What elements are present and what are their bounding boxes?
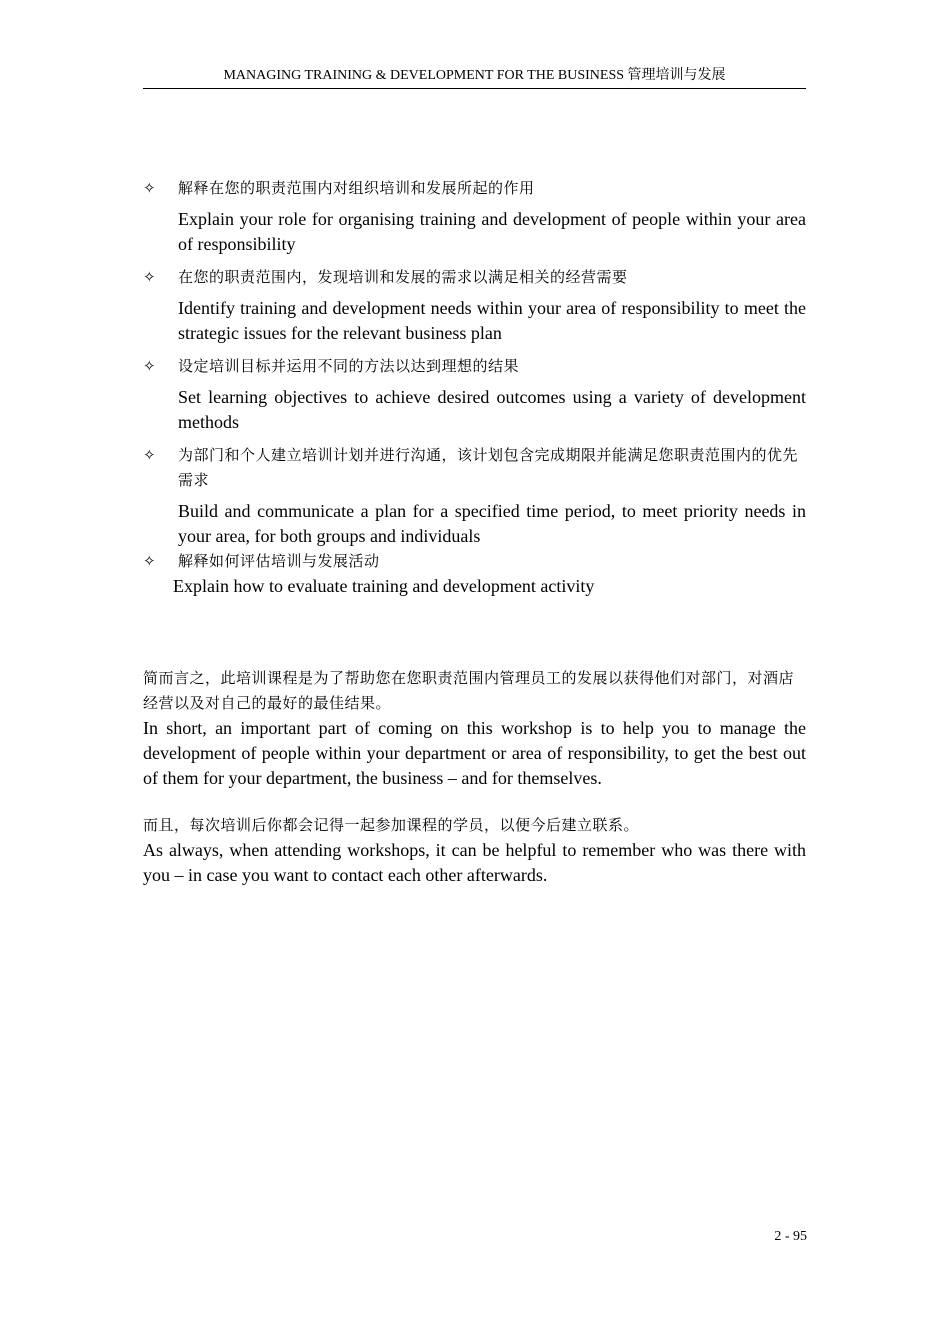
objective-item: [143, 549, 806, 599]
page-number: 2 - 95: [774, 1229, 807, 1244]
objective-en: Explain your role for organising training and development of people within your area of responsibility: [178, 209, 806, 254]
diamond-bullet-icon: ✧: [143, 268, 156, 286]
objective-zh: 为部门和个人建立培训计划并进行沟通，该计划包含完成期限并能满足您职责范围内的优先需求: [178, 446, 799, 489]
objective-item: [143, 176, 806, 257]
summary-zh: 简而言之，此培训课程是为了帮助您在您职责范围内管理员工的发展以获得他们对部门，对酒店经营以及对自己的最好的最佳结果。: [143, 669, 795, 712]
summary-en: In short, an important part of coming on this workshop is to help you to manage the development of people within your department or area of responsibility, to get the best out of them for your department, the business – and for themselves.: [143, 718, 806, 788]
diamond-bullet-icon: ✧: [143, 552, 156, 570]
objective-zh: 设定培训目标并运用不同的方法以达到理想的结果: [178, 357, 520, 375]
objectives-list: [143, 176, 806, 599]
objective-item: [143, 443, 806, 549]
objective-item: [143, 354, 806, 435]
objective-en: Identify training and development needs within your area of responsibility to meet the strategic issues for the relevant business plan: [178, 298, 806, 343]
objective-item: [143, 265, 806, 346]
diamond-bullet-icon: ✧: [143, 357, 156, 375]
objective-zh: 解释在您的职责范围内对组织培训和发展所起的作用: [178, 179, 535, 197]
diamond-bullet-icon: ✧: [143, 179, 156, 197]
objective-zh: 在您的职责范围内，发现培训和发展的需求以满足相关的经营需要: [178, 268, 628, 286]
diamond-bullet-icon: ✧: [143, 446, 156, 464]
running-header: MANAGING TRAINING & DEVELOPMENT FOR THE BUSINESS 管理培训与发展: [143, 66, 806, 89]
reminder-zh: 而且，每次培训后你都会记得一起参加课程的学员，以便今后建立联系。: [143, 816, 640, 834]
objective-zh: 解释如何评估培训与发展活动: [178, 552, 380, 570]
summary-section: [143, 666, 806, 888]
reminder-en: As always, when attending workshops, it can be helpful to remember who was there with you – in case you want to contact each other afterwards.: [143, 840, 806, 885]
objective-en: Set learning objectives to achieve desired outcomes using a variety of development methods: [178, 387, 806, 432]
objective-en: Explain how to evaluate training and development activity: [173, 576, 595, 596]
objective-en: Build and communicate a plan for a specified time period, to meet priority needs in your area, for both groups and individuals: [178, 501, 806, 546]
